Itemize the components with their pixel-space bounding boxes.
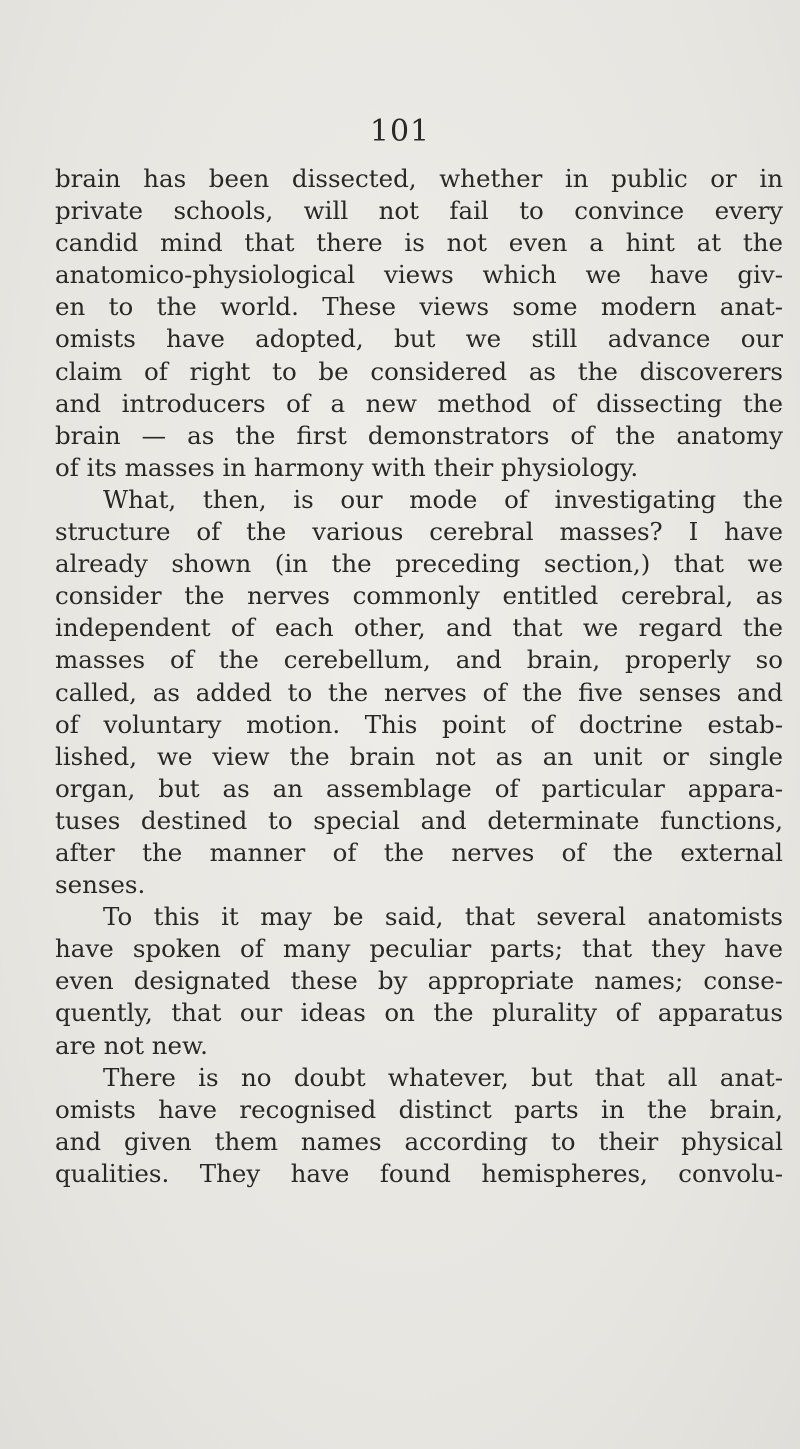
text-line: candid mind that there is not even a hint at the (55, 228, 783, 258)
text-line: claim of right to be considered as the discoverers (55, 356, 783, 386)
text-line: masses of the cerebellum, and brain, properly so (55, 645, 783, 675)
text-line: brain has been dissected, whether in public or in (55, 164, 783, 193)
text-line: have spoken of many peculiar parts; that they have (55, 934, 783, 964)
text-line: What, then, is our mode of investigating the (103, 484, 783, 514)
text-line: anatomico-physiological views which we have giv- (55, 260, 783, 290)
text-line: structure of the various cerebral masses? I have (55, 517, 783, 547)
text-line: private schools, will not fail to convince every (55, 196, 783, 226)
text-line: tuses destined to special and determinate functions, (55, 805, 783, 835)
text-line: and introducers of a new method of dissecting the (55, 388, 783, 418)
text-line: senses. (55, 870, 146, 900)
text-line: lished, we view the brain not as an unit or single (55, 741, 783, 771)
text-line: brain — as the first demonstrators of the anatomy (55, 420, 783, 450)
text-line: omists have adopted, but we still advance our (55, 324, 783, 354)
text-line: called, as added to the nerves of the five senses and (55, 677, 783, 707)
text-line: and given them names according to their physical (55, 1126, 783, 1156)
text-line: already shown (in the preceding section,) that we (55, 549, 783, 579)
text-line: en to the world. These views some modern anat- (55, 292, 783, 322)
text-line: quently, that our ideas on the plurality of apparatus (55, 998, 783, 1028)
text-line: omists have recognised distinct parts in the brain, (55, 1094, 783, 1124)
text-line: are not new. (55, 1030, 208, 1060)
text-line: after the manner of the nerves of the external (55, 837, 783, 867)
text-line: even designated these by appropriate names; conse- (55, 966, 783, 996)
page-number: 101 (369, 114, 431, 149)
text-line: consider the nerves commonly entitled cerebral, as (55, 581, 783, 611)
text-line: qualities. They have found hemispheres, convolu- (55, 1158, 783, 1188)
text-line: To this it may be said, that several anatomists (103, 902, 783, 932)
text-line: There is no doubt whatever, but that all anat- (103, 1062, 783, 1092)
text-line: of its masses in harmony with their physiology. (55, 452, 639, 482)
text-line: of voluntary motion. This point of doctrine estab- (55, 709, 783, 739)
body-text (55, 163, 783, 1190)
text-line: independent of each other, and that we regard the (55, 613, 783, 643)
text-line: organ, but as an assemblage of particular appara- (55, 773, 783, 803)
